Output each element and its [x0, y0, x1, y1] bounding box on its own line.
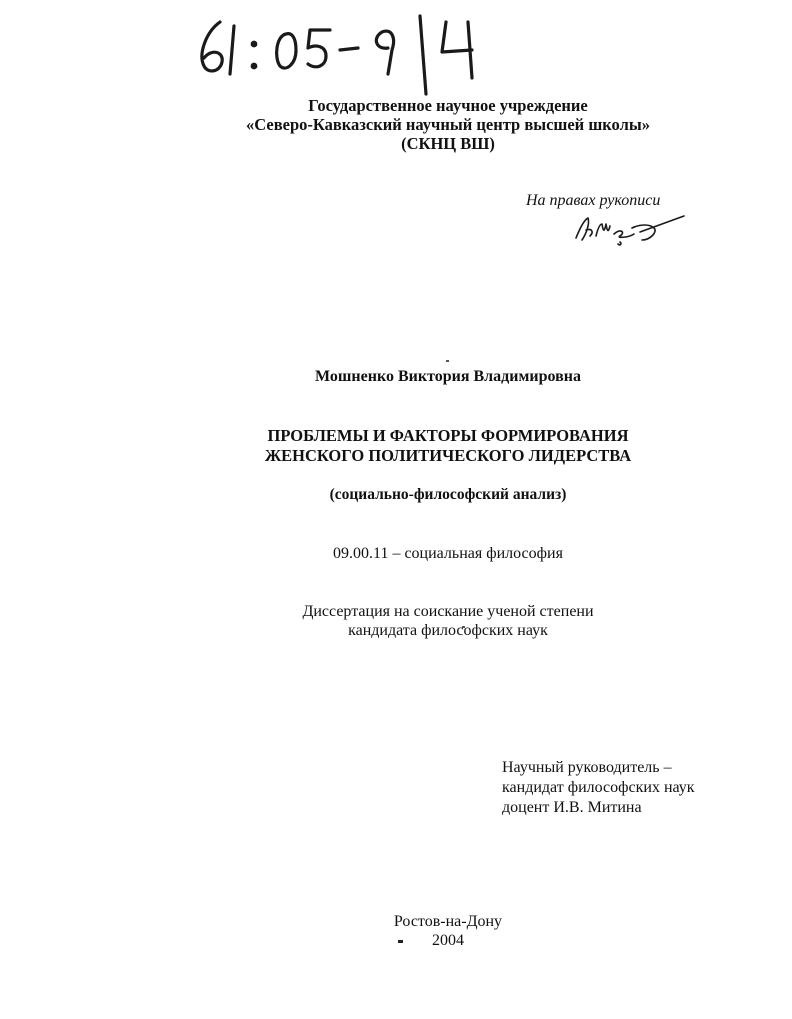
degree-line-1: Диссертация на соискание ученой степени — [302, 603, 594, 620]
degree-line-2: кандидата философских наук — [348, 622, 548, 639]
institution-block — [0, 96, 792, 153]
title-line-1: ПРОБЛЕМЫ И ФАКТОРЫ ФОРМИРОВАНИЯ — [267, 426, 629, 445]
dissertation-subtitle: (социально-философский анализ) — [329, 486, 567, 503]
author-name: Мошненко Виктория Владимировна — [315, 368, 581, 385]
archive-number-handwritten — [190, 8, 490, 98]
manuscript-note: На правах рукописи — [526, 192, 661, 209]
supervisor-name: доцент И.В. Митина — [502, 799, 642, 816]
title-line-2: ЖЕНСКОГО ПОЛИТИЧЕСКОГО ЛИДЕРСТВА — [264, 446, 632, 465]
year: 2004 — [432, 932, 464, 949]
supervisor-block — [502, 758, 695, 818]
specialty-code: 09.00.11 – социальная философия — [333, 545, 563, 562]
handwritten-number-drawing — [190, 8, 490, 98]
institution-abbreviation: (СКНЦ ВШ) — [401, 134, 495, 153]
place-and-year — [0, 912, 792, 950]
institution-type: Государственное научное учреждение — [308, 96, 588, 115]
institution-name: «Северо-Кавказский научный центр высшей школы» — [246, 115, 650, 134]
dissertation-title — [0, 426, 792, 466]
degree-statement — [0, 602, 792, 640]
signature-image — [570, 210, 690, 250]
scan-speck — [446, 360, 449, 362]
supervisor-role: Научный руководитель – — [502, 759, 672, 776]
city: Ростов-на-Дону — [393, 913, 503, 930]
supervisor-degree: кандидат философских наук — [502, 779, 695, 796]
